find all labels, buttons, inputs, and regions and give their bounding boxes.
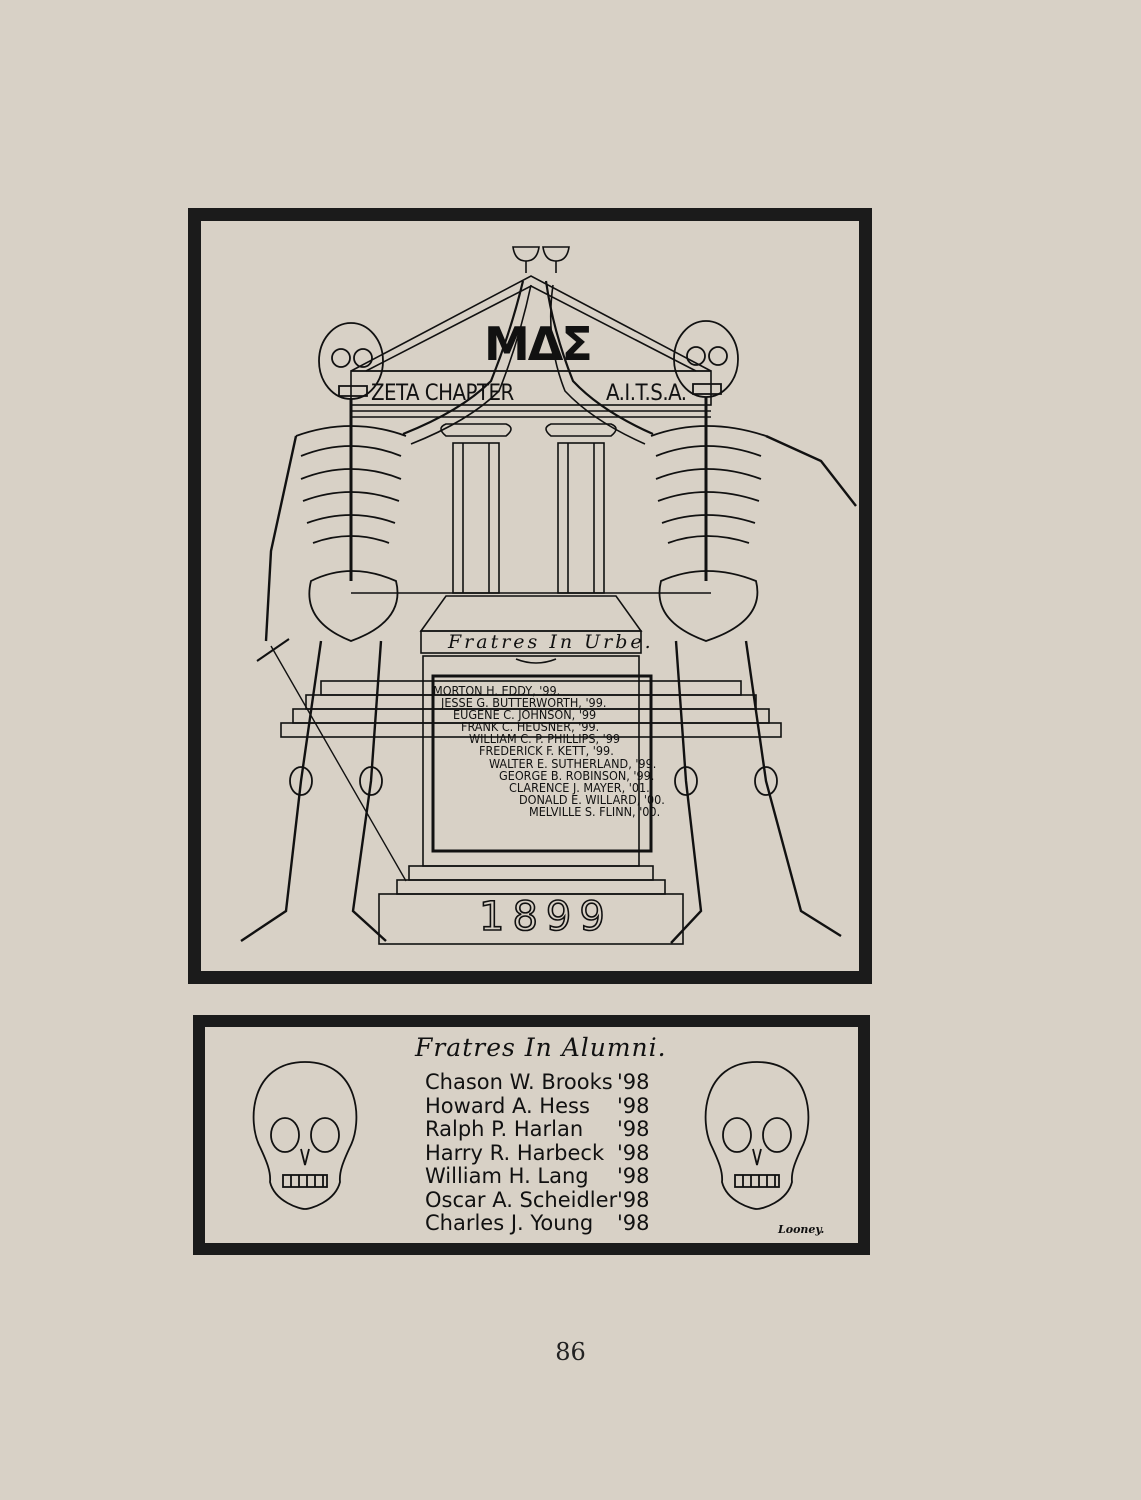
alumni-name: Chason W. Brooks (425, 1070, 613, 1094)
list-item: GEORGE B. ROBINSON, '99. (499, 767, 655, 783)
list-item: DONALD E. WILLARD, '00. (519, 791, 665, 807)
artist-signature: Looney. (778, 1223, 825, 1236)
list-item (425, 1212, 675, 1236)
list-item: WILLIAM C. P. PHILLIPS, '99 (469, 731, 621, 747)
alumni-name: Oscar A. Scheidler (425, 1187, 618, 1212)
list-item (425, 1118, 675, 1142)
skeleton-illustration-left (241, 323, 406, 941)
alumni-list (425, 1071, 675, 1236)
alumni-year: '98 (617, 1164, 650, 1188)
column-right (546, 424, 616, 593)
list-item: FREDERICK F. KETT, '99. (479, 743, 614, 759)
alumni-title: Fratres In Alumni. (415, 1033, 667, 1062)
page-number: 86 (555, 1338, 586, 1366)
list-item: EUGENE C. JOHNSON, '99 (453, 707, 597, 723)
greek-letters: ΜΔΣ (484, 317, 591, 371)
skull-icon (254, 1062, 357, 1209)
list-item: WALTER E. SUTHERLAND, '99. (489, 755, 657, 771)
alumni-year: '98 (617, 1211, 650, 1235)
monument-title: Fratres In Urbe. (448, 631, 654, 653)
list-item (425, 1189, 675, 1213)
fratres-in-urbe-panel (188, 208, 872, 984)
list-item (425, 1142, 675, 1166)
year-label: 1899 (479, 894, 613, 940)
list-item (425, 1071, 675, 1095)
alumni-year: '98 (617, 1093, 650, 1118)
society-label: A.I.T.S.A. (606, 381, 687, 406)
alumni-year: '98 (617, 1187, 650, 1212)
skeleton-illustration-right (651, 321, 856, 943)
alumni-name: Howard A. Hess (425, 1093, 590, 1118)
list-item: CLARENCE J. MAYER, '01. (509, 779, 650, 795)
alumni-year: '98 (617, 1117, 650, 1141)
alumni-year: '98 (617, 1140, 650, 1165)
fratres-in-alumni-panel (193, 1015, 870, 1255)
alumni-name: Ralph P. Harlan (425, 1117, 584, 1141)
chapter-label: ZETA CHAPTER (371, 381, 514, 406)
list-item: FRANK C. HEUSNER, '99. (461, 719, 600, 735)
list-item: MELVILLE S. FLINN, '00. (529, 803, 661, 819)
goblet-icon (513, 247, 569, 273)
alumni-name: Charles J. Young (425, 1211, 594, 1235)
alumni-year: '98 (617, 1070, 650, 1094)
skull-icon (706, 1062, 809, 1209)
alumni-name: William H. Lang (425, 1164, 589, 1188)
column-left (441, 424, 511, 593)
list-item (425, 1165, 675, 1189)
list-item: JESSE G. BUTTERWORTH, '99. (441, 695, 607, 711)
alumni-name: Harry R. Harbeck (425, 1140, 605, 1165)
list-item: MORTON H. EDDY, '99. (433, 683, 561, 698)
member-list (433, 683, 665, 819)
list-item (425, 1095, 675, 1119)
